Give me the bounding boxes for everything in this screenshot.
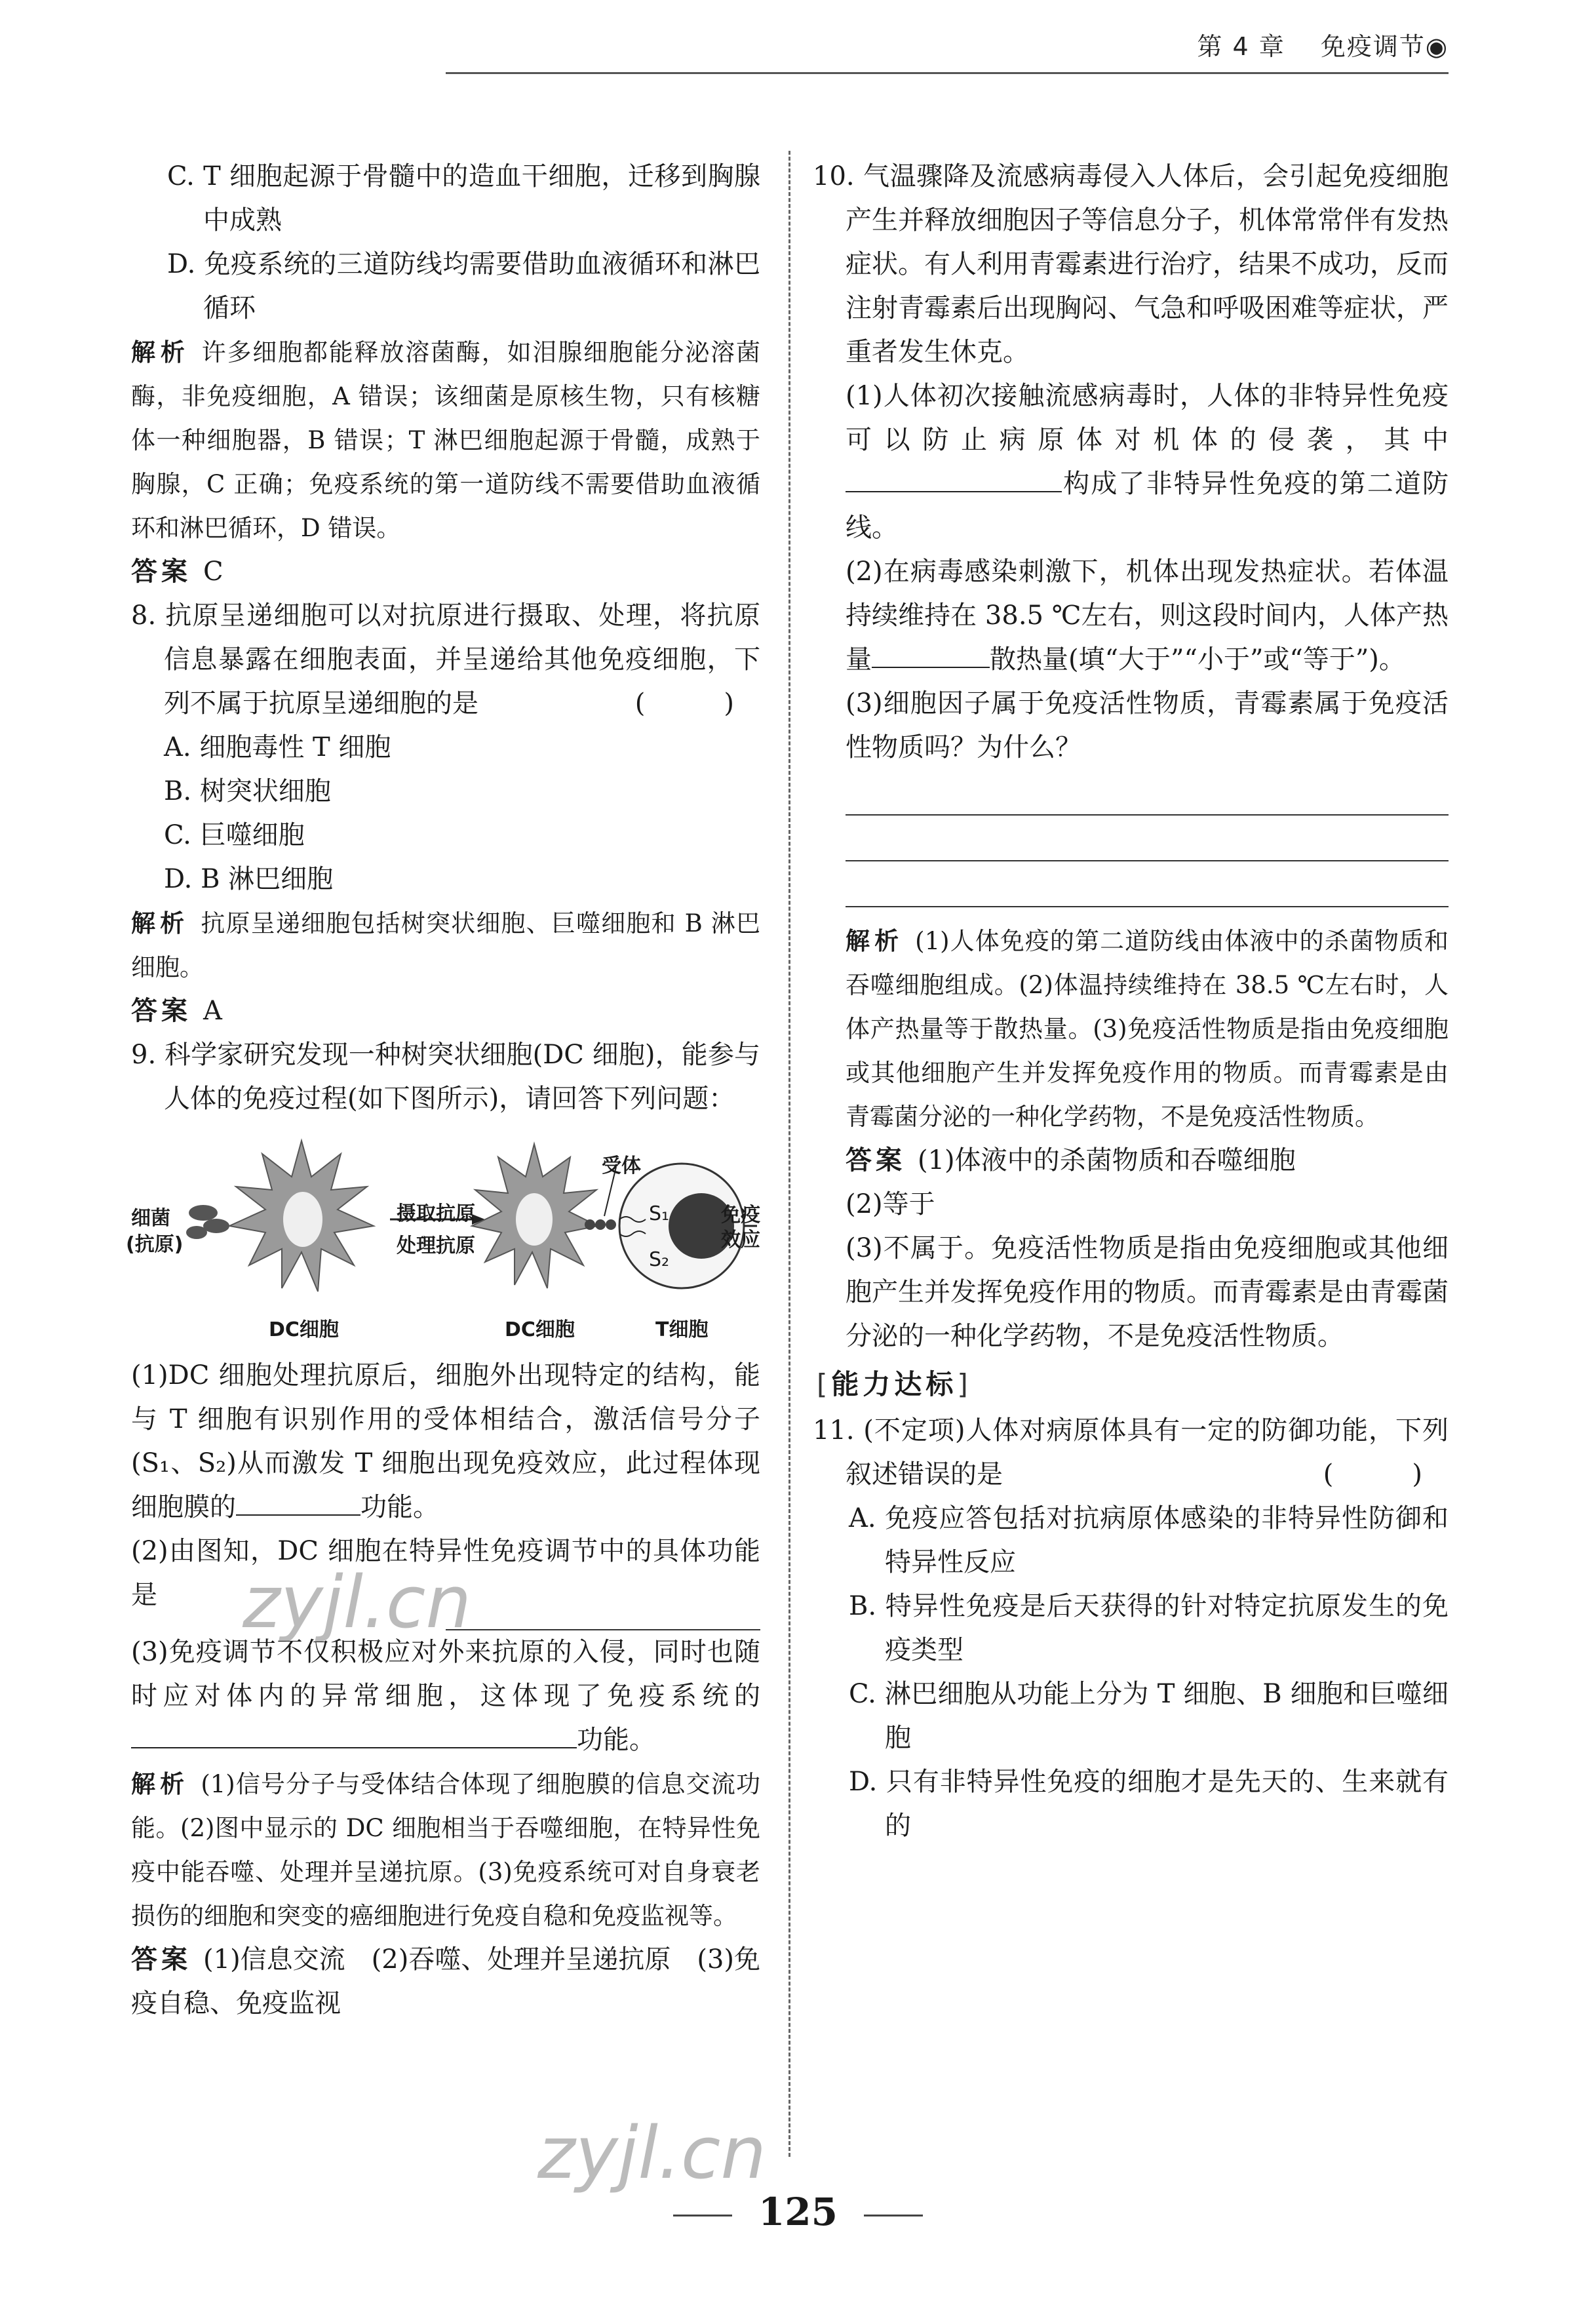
- q8-stem: [131, 594, 760, 726]
- q8-answer-value: A: [203, 996, 222, 1026]
- label-dc-cell-2: DC细胞: [505, 1318, 575, 1341]
- q9-part2-text: (2)由图知，DC 细胞在特异性免疫调节中的具体功能是: [131, 1536, 760, 1610]
- label-effect-2: 效应: [721, 1229, 760, 1251]
- q9-part1-suffix: 功能。: [360, 1492, 439, 1522]
- label-t-cell: T细胞: [655, 1318, 709, 1341]
- answer-line[interactable]: [846, 816, 1449, 861]
- chapter-title: 免疫调节◉: [1320, 32, 1449, 61]
- q10-part1: [813, 374, 1449, 550]
- q10-answer-lines: [846, 770, 1449, 907]
- q10-part2-suffix: 散热量(填“大于”“小于”或“等于”)。: [990, 644, 1405, 675]
- q10-part2-blank[interactable]: [872, 640, 990, 668]
- q9-answer: [131, 1938, 760, 2026]
- answer-label: 答案: [131, 557, 191, 587]
- q9-part1: [131, 1354, 760, 1529]
- q11-option-d: D. 只有非特异性免疫的细胞才是先天的、生来就有的: [849, 1767, 1449, 1841]
- label-capture: 摄取抗原: [397, 1202, 475, 1225]
- q8-answer-paren: ( ): [634, 688, 760, 719]
- bracket-right-icon: ]: [957, 1368, 972, 1400]
- column-divider: [788, 151, 790, 2157]
- q11-stem: [813, 1409, 1449, 1497]
- q10-part3: (3)细胞因子属于免疫活性物质，青霉素属于免疫活性物质吗？为什么？: [846, 688, 1449, 762]
- q7-analysis: [131, 330, 760, 550]
- label-s2: S₂: [649, 1248, 670, 1271]
- q10-part2: [813, 550, 1449, 682]
- q8-option-d: D. B 淋巴细胞: [164, 864, 334, 894]
- receptor-node: [585, 1219, 595, 1230]
- q10-answer-3: (3)不属于。免疫活性物质是指由免疫细胞或其他细胞产生并发挥免疫作用的物质。而青霉素是由青霉菌分泌的一种化学药物，不是免疫活性物质。: [846, 1233, 1449, 1351]
- header-rule: [446, 72, 1449, 74]
- section-title: 能力达标: [831, 1368, 958, 1400]
- label-process: 处理抗原: [397, 1234, 475, 1257]
- q10-answer: [813, 1139, 1449, 1183]
- answer-label: 答案: [131, 1944, 192, 1975]
- q11-option-b: B. 特异性免疫是后天获得的针对特定抗原发生的免疫类型: [849, 1591, 1449, 1665]
- page-header: [1197, 26, 1449, 62]
- q9-analysis-text: (1)信号分子与受体结合体现了细胞膜的信息交流功能。(2)图中显示的 DC 细胞相当于吞噬细胞，在特异性免疫中能吞噬、处理并呈递抗原。(3)免疫系统可对自身衰老损伤的细胞和突变的癌细胞进行免疫自稳和免疫监视等。: [131, 1770, 760, 1930]
- q8-option-b: B. 树突状细胞: [164, 776, 331, 806]
- receptor-node: [595, 1219, 606, 1230]
- q9-answer-value: (1)信息交流 (2)吞噬、处理并呈递抗原 (3)免疫自稳、免疫监视: [131, 1944, 761, 2019]
- q9-part3-suffix: 功能。: [577, 1725, 655, 1755]
- label-s1: S₁: [649, 1202, 670, 1225]
- analysis-label: 解析: [131, 1770, 189, 1798]
- q9-part3: [131, 1630, 760, 1762]
- q10-answer-2: (2)等于: [846, 1189, 935, 1219]
- q10-part1-text: (1)人体初次接触流感病毒时，人体的非特异性免疫可以防止病原体对机体的侵袭，其中: [846, 381, 1449, 455]
- answer-line[interactable]: [846, 861, 1449, 907]
- q10-part1-blank[interactable]: [846, 465, 1062, 492]
- q9-part2-blank[interactable]: [446, 1603, 760, 1630]
- q7-answer: [131, 550, 760, 594]
- page-number: [0, 2190, 1596, 2234]
- q9-part1-text: (1)DC 细胞处理抗原后，细胞外出现特定的结构，能与 T 细胞有识别作用的受体相结合，激活信号分子(S₁、S₂)从而激发 T 细胞出现免疫效应，此过程体现细胞膜的: [131, 1360, 760, 1522]
- watermark-logo: zyjl.cn: [243, 1560, 472, 1644]
- q7-option-c: C. T 细胞起源于骨髓中的造血干细胞，迁移到胸腺中成熟: [167, 161, 760, 235]
- q8-stem-text: 8. 抗原呈递细胞可以对抗原进行摄取、处理，将抗原信息暴露在细胞表面，并呈递给其他免疫细胞，下列不属于抗原呈递细胞的是: [131, 601, 760, 719]
- q10-stem: 10. 气温骤降及流感病毒侵入人体后，会引起免疫细胞产生并释放细胞因子等信息分子，机体常常伴有发热症状。有人利用青霉素进行治疗，结果不成功，反而注射青霉素后出现胸闷、气急和呼吸困难等症状，严重者发生休克。: [813, 161, 1449, 367]
- watermark-logo: zyjl.cn: [537, 2111, 767, 2195]
- q10-answer-1: (1)体液中的杀菌物质和吞噬细胞: [918, 1145, 1296, 1175]
- section-heading: [813, 1362, 1449, 1408]
- answer-label: 答案: [846, 1145, 906, 1175]
- q8-answer: [131, 989, 760, 1033]
- q8-analysis-text: 抗原呈递细胞包括树突状细胞、巨噬细胞和 B 淋巴细胞。: [131, 909, 760, 981]
- q7-analysis-text: 许多细胞都能释放溶菌酶，如泪腺细胞能分泌溶菌酶，非免疫细胞，A 错误；该细菌是原核生物，只有核糖体一种细胞器，B 错误；T 淋巴细胞起源于骨髓，成熟于胸腺，C 正确；免疫系统的第一道防线不需要借助血液循环和淋巴循环，D 错误。: [131, 338, 761, 542]
- page-number-dash: [864, 2215, 923, 2216]
- section-title-wrap: [813, 1362, 976, 1406]
- answer-line[interactable]: [846, 770, 1449, 816]
- label-antigen: (抗原): [126, 1233, 184, 1256]
- q9-part3-blank[interactable]: [131, 1721, 577, 1748]
- label-dc-cell-1: DC细胞: [269, 1318, 339, 1341]
- q9-part3-text: (3)免疫调节不仅积极应对外来抗原的入侵，同时也随时应对体内的异常细胞，这体现了免疫系统的: [131, 1637, 760, 1711]
- q7-answer-value: C: [203, 557, 224, 587]
- dc-cell-1-nucleus: [283, 1192, 322, 1247]
- page-number-value: 125: [758, 2190, 838, 2234]
- q9-analysis: [131, 1762, 760, 1938]
- analysis-label: 解析: [846, 927, 904, 955]
- label-effect-1: 免疫: [721, 1204, 760, 1227]
- q7-option-d: D. 免疫系统的三道防线均需要借助血液循环和淋巴循环: [167, 249, 760, 323]
- q10-part1-suffix: 构成了非特异性免疫的第二道防线。: [846, 469, 1449, 543]
- q8-analysis: [131, 901, 760, 989]
- bacteria-shape: [189, 1205, 218, 1221]
- q8-option-c: C. 巨噬细胞: [164, 820, 305, 850]
- q11-option-a: A. 免疫应答包括对抗病原体感染的非特异性防御和特异性反应: [849, 1503, 1449, 1577]
- page-number-dash: [673, 2215, 732, 2216]
- q10-analysis-text: (1)人体免疫的第二道防线由体液中的杀菌物质和吞噬细胞组成。(2)体温持续维持在 38.5 ℃左右时，人体产热量等于散热量。(3)免疫活性物质是指由免疫细胞或其他细胞产生并发挥免疫作用的物质。而青霉素是由青霉菌分泌的一种化学药物，不是免疫活性物质。: [846, 927, 1449, 1131]
- answer-label: 答案: [131, 996, 191, 1026]
- right-column: [813, 155, 1449, 1848]
- q10-part2-text: (2)在病毒感染刺激下，机体出现发热症状。若体温持续维持在 38.5 ℃左右，则这段时间内，人体产热量: [846, 557, 1449, 675]
- bacteria-shape: [203, 1219, 229, 1233]
- left-column: [126, 155, 761, 2026]
- q9-part1-blank[interactable]: [236, 1488, 360, 1516]
- q11-option-c: C. 淋巴细胞从功能上分为 T 细胞、B 细胞和巨噬细胞: [849, 1679, 1449, 1753]
- dc-cell-2-nucleus: [516, 1193, 553, 1246]
- q10-analysis: [813, 919, 1449, 1139]
- q9-stem: 9. 科学家研究发现一种树突状细胞(DC 细胞)，能参与人体的免疫过程(如下图所示)，请回答下列问题：: [131, 1040, 760, 1114]
- bracket-left-icon: [: [817, 1368, 832, 1400]
- analysis-label: 解析: [131, 338, 190, 366]
- chapter-number: 第 4 章: [1197, 32, 1285, 61]
- receptor-node: [606, 1219, 616, 1230]
- q8-option-a: A. 细胞毒性 T 细胞: [164, 732, 391, 762]
- q11-stem-text: 11. (不定项)人体对病原体具有一定的防御功能，下列叙述错误的是: [813, 1415, 1449, 1489]
- q11-answer-paren: ( ): [1323, 1459, 1449, 1489]
- bacteria-shape: [186, 1226, 207, 1239]
- dc-cell-diagram: [126, 1128, 760, 1344]
- analysis-label: 解析: [131, 909, 189, 937]
- label-bacteria: 细菌: [131, 1207, 170, 1230]
- label-receptor: 受体: [602, 1154, 641, 1177]
